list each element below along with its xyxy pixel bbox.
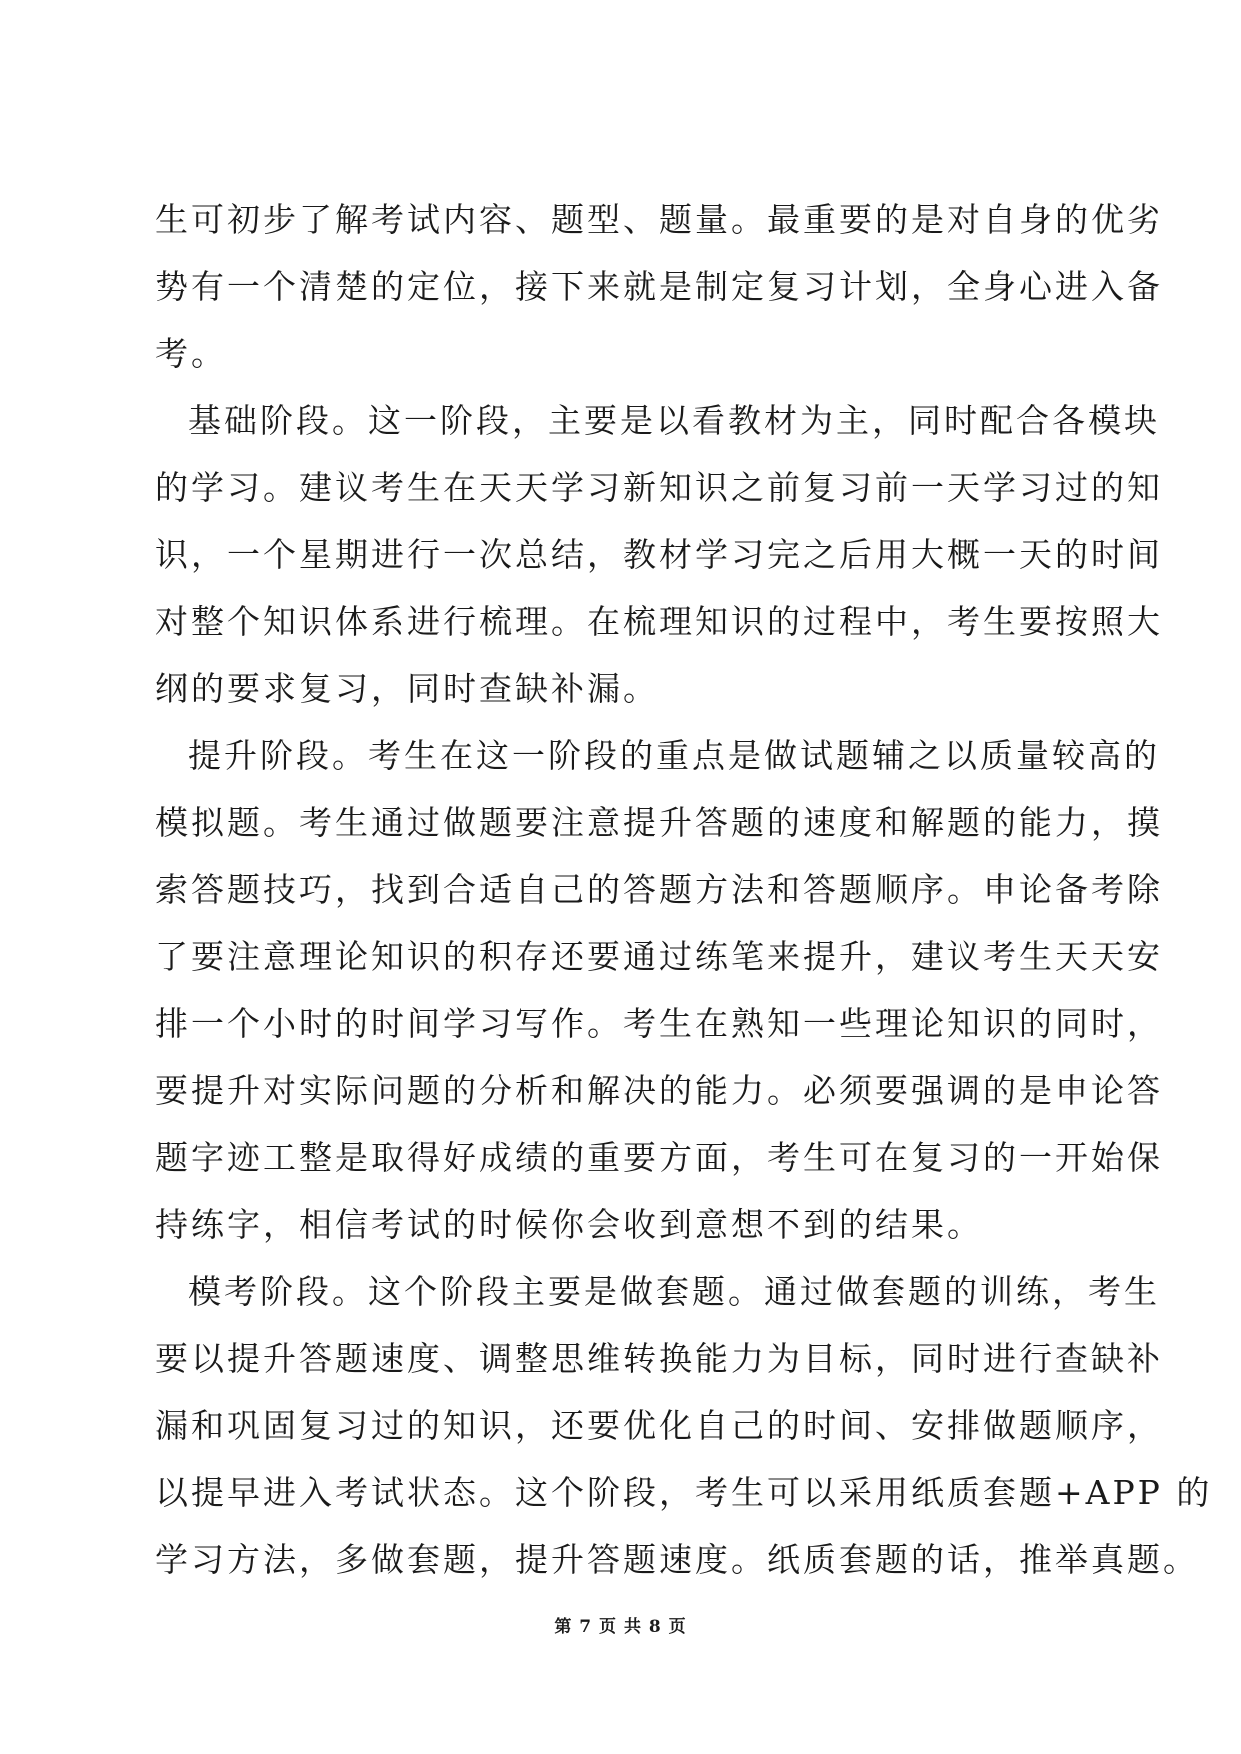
text-line: 生可初步了解考试内容、题型、题量。最重要的是对自身的优劣 [155, 200, 1163, 239]
text-line: 持练字，相信考试的时候你会收到意想不到的结果。 [155, 1205, 983, 1244]
text-line: 以提早进入考试状态。这个阶段，考生可以采用纸质套题+APP 的 [155, 1473, 1213, 1512]
text-line: 模考阶段。这个阶段主要是做套题。通过做套题的训练，考生 [188, 1272, 1160, 1311]
text-line: 的学习。建议考生在天天学习新知识之前复习前一天学习过的知 [155, 468, 1163, 507]
text-line: 了要注意理论知识的积存还要通过练笔来提升，建议考生天天安 [155, 937, 1163, 976]
text-line: 基础阶段。这一阶段，主要是以看教材为主，同时配合各模块 [188, 401, 1160, 440]
paragraph [155, 722, 1163, 1258]
text-line: 题字迹工整是取得好成绩的重要方面，考生可在复习的一开始保 [155, 1138, 1163, 1177]
text-line: 模拟题。考生通过做题要注意提升答题的速度和解题的能力，摸 [155, 803, 1163, 842]
paragraph [155, 1258, 1213, 1593]
text-line: 提升阶段。考生在这一阶段的重点是做试题辅之以质量较高的 [188, 736, 1160, 775]
text-line: 索答题技巧，找到合适自己的答题方法和答题顺序。申论备考除 [155, 870, 1163, 909]
text-line: 要以提升答题速度、调整思维转换能力为目标，同时进行查缺补 [155, 1339, 1163, 1378]
text-line: 识，一个星期进行一次总结，教材学习完之后用大概一天的时间 [155, 535, 1163, 574]
paragraph [155, 387, 1163, 722]
page-number-footer: 第 7 页 共 8 页 [554, 1617, 687, 1637]
text-line: 势有一个清楚的定位，接下来就是制定复习计划，全身心进入备 [155, 267, 1163, 306]
text-line: 要提升对实际问题的分析和解决的能力。必须要强调的是申论答 [155, 1071, 1163, 1110]
text-line: 纲的要求复习，同时查缺补漏。 [155, 669, 659, 708]
document-body [155, 186, 1213, 1593]
text-line: 学习方法，多做套题，提升答题速度。纸质套题的话，推举真题。 [155, 1540, 1199, 1579]
text-line: 排一个小时的时间学习写作。考生在熟知一些理论知识的同时， [155, 1004, 1163, 1043]
text-line: 对整个知识体系进行梳理。在梳理知识的过程中，考生要按照大 [155, 602, 1163, 641]
paragraph [155, 186, 1163, 387]
text-line: 考。 [155, 334, 227, 373]
text-line: 漏和巩固复习过的知识，还要优化自己的时间、安排做题顺序， [155, 1406, 1163, 1445]
